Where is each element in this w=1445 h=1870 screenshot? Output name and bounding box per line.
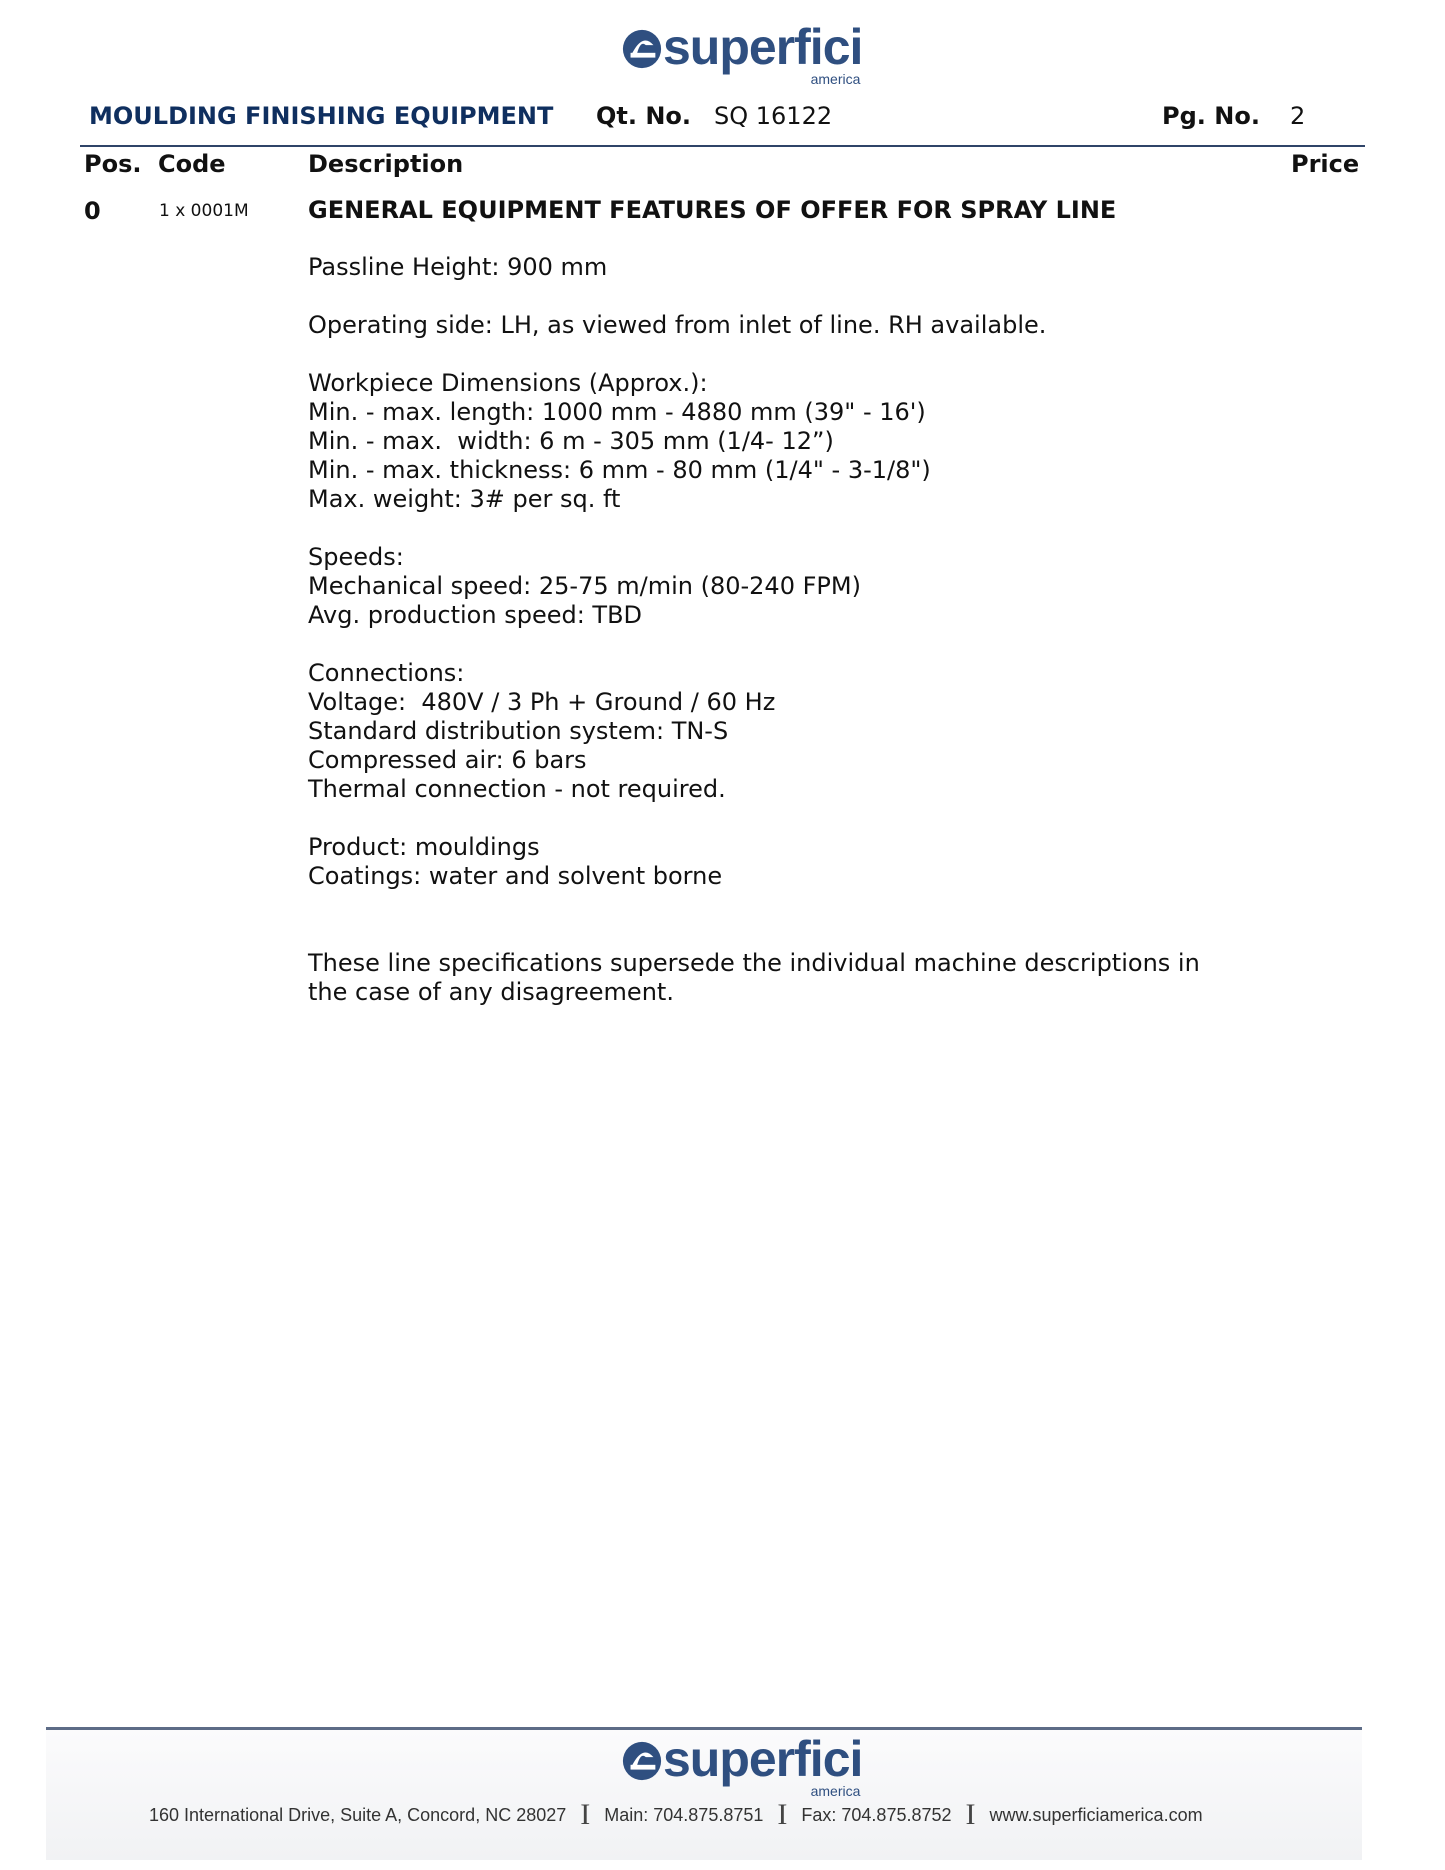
column-header-description: Description [308,150,464,178]
column-header-code: Code [158,150,226,178]
item-position: 0 [84,197,101,225]
logo-wordmark [663,19,863,87]
footer-logo-sub: america [810,1783,861,1799]
note-line-1: These line specifications supersede the individual machine descriptions in [308,949,1200,977]
spec-voltage: Voltage: 480V / 3 Ph + Ground / 60 Hz [308,688,776,716]
superfici-swirl-icon [621,1740,663,1782]
spec-length: Min. - max. length: 1000 mm - 4880 mm (39" - 16') [308,398,926,426]
spec-thickness: Min. - max. thickness: 6 mm - 80 mm (1/4" - 3-1/8") [308,456,931,484]
footer-logo-wordmark [663,1731,863,1799]
footer-logo [621,1731,863,1799]
spec-connections-heading: Connections: [308,659,465,687]
quote-number-label: Qt. No. [596,102,692,130]
header-divider [80,145,1365,147]
footer-separator: I [580,1798,591,1831]
spec-workpiece-heading: Workpiece Dimensions (Approx.): [308,369,708,397]
footer-separator: I [777,1798,788,1831]
spec-speeds-heading: Speeds: [308,543,404,571]
spec-compressed-air: Compressed air: 6 bars [308,746,587,774]
footer-address: 160 International Drive, Suite A, Concord, NC 28027 [149,1804,567,1825]
spec-mechanical-speed: Mechanical speed: 25-75 m/min (80-240 FPM) [308,572,861,600]
footer-main-phone: Main: 704.875.8751 [604,1804,764,1825]
page-number-value: 2 [1290,102,1306,130]
superfici-swirl-icon [621,28,663,70]
spec-thermal-connection: Thermal connection - not required. [308,775,726,803]
note-line-2: the case of any disagreement. [308,978,674,1006]
footer-logo-brand: superfici [663,1731,863,1787]
spec-product: Product: mouldings [308,833,540,861]
footer-website-link[interactable]: www.superficiamerica.com [989,1804,1203,1825]
logo-brand: superfici [663,19,863,75]
footer-contact [149,1800,1269,1830]
item-code: 1 x 0001M [159,201,249,221]
spec-passline-height: Passline Height: 900 mm [308,253,608,281]
spec-width: Min. - max. width: 6 m - 305 mm (1/4- 12”) [308,427,834,455]
column-header-price: Price [1291,150,1360,178]
item-title: GENERAL EQUIPMENT FEATURES OF OFFER FOR SPRAY LINE [308,196,1117,224]
spec-operating-side: Operating side: LH, as viewed from inlet of line. RH available. [308,311,1047,339]
quote-number-value: SQ 16122 [714,102,833,130]
spec-distribution-system: Standard distribution system: TN-S [308,717,729,745]
footer-separator: I [965,1798,976,1831]
column-header-pos: Pos. [84,150,142,178]
company-logo [621,19,863,87]
page-number-label: Pg. No. [1162,102,1260,130]
spec-production-speed: Avg. production speed: TBD [308,601,643,629]
logo-sub: america [810,71,861,87]
spec-weight: Max. weight: 3# per sq. ft [308,485,621,513]
document-title: MOULDING FINISHING EQUIPMENT [89,102,554,130]
spec-coatings: Coatings: water and solvent borne [308,862,723,890]
footer-fax: Fax: 704.875.8752 [801,1804,952,1825]
